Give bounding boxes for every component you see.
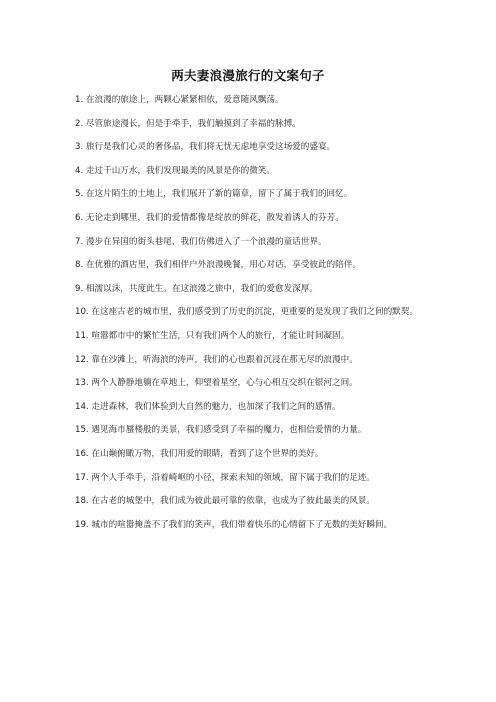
list-item: 10. 在这座古老的城市里，我们感受到了历史的沉淀，更重要的是发现了我们之间的默契。	[75, 307, 418, 318]
list-item: 16. 在山巅俯瞰万物，我们用爱的眼睛，看到了这个世界的美好。	[75, 448, 324, 459]
page-title: 两夫妻浪漫旅行的文案句子	[171, 68, 325, 83]
list-item: 5. 在这片陌生的土地上，我们展开了新的篇章，留下了属于我们的回忆。	[75, 189, 353, 200]
sentence-list	[75, 92, 425, 540]
list-item: 7. 漫步在异国的街头巷尾，我们仿佛进入了一个浪漫的童话世界。	[75, 236, 327, 247]
list-item: 14. 走进森林，我们体验到大自然的魅力，也加深了我们之间的感情。	[75, 401, 341, 412]
list-item: 19. 城市的喧嚣掩盖不了我们的笑声，我们带着快乐的心情留下了无数的美好瞬间。	[75, 519, 393, 530]
list-item: 11. 喧嚣都市中的繁忙生活，只有我们两个人的旅行，才能让时间凝固。	[75, 330, 350, 341]
list-item: 13. 两个人静静地躺在草地上，仰望着星空，心与心相互交织在银河之间。	[75, 378, 358, 389]
list-item: 9. 相濡以沫，共度此生。在这浪漫之旅中，我们的爱愈发深厚。	[75, 283, 318, 294]
list-item: 18. 在古老的城堡中，我们成为彼此最可靠的依靠，也成为了彼此最美的风景。	[75, 496, 375, 507]
list-item: 1. 在浪漫的旅途上，两颗心紧紧相依，爱意随风飘荡。	[75, 95, 284, 105]
list-item: 6. 无论走到哪里，我们的爱情都像是绽放的鲜花，散发着诱人的芬芳。	[75, 212, 344, 223]
list-item: 8. 在优雅的酒店里，我们相伴户外浪漫晚餐，用心对话，享受彼此的陪伴。	[75, 260, 361, 271]
list-item: 12. 靠在沙滩上，听海浪的涛声，我们的心也跟着沉浸在那无尽的浪漫中。	[75, 354, 358, 365]
list-item: 15. 遇见海市蜃楼般的美景，我们感受到了幸福的魔力，也相信爱情的力量。	[75, 425, 367, 436]
list-item: 3. 旅行是我们心灵的奢侈品，我们将无忧无虑地享受这场爱的盛宴。	[75, 142, 336, 153]
list-item: 4. 走过千山万水，我们发现最美的风景是你的微笑。	[75, 165, 275, 176]
list-item: 2. 尽管旅途漫长，但是手牵手，我们触摸到了幸福的脉搏。	[75, 118, 301, 129]
list-item: 17. 两个人手牵手，沿着崎岖的小径，探索未知的领域，留下属于我们的足迹。	[75, 472, 375, 483]
